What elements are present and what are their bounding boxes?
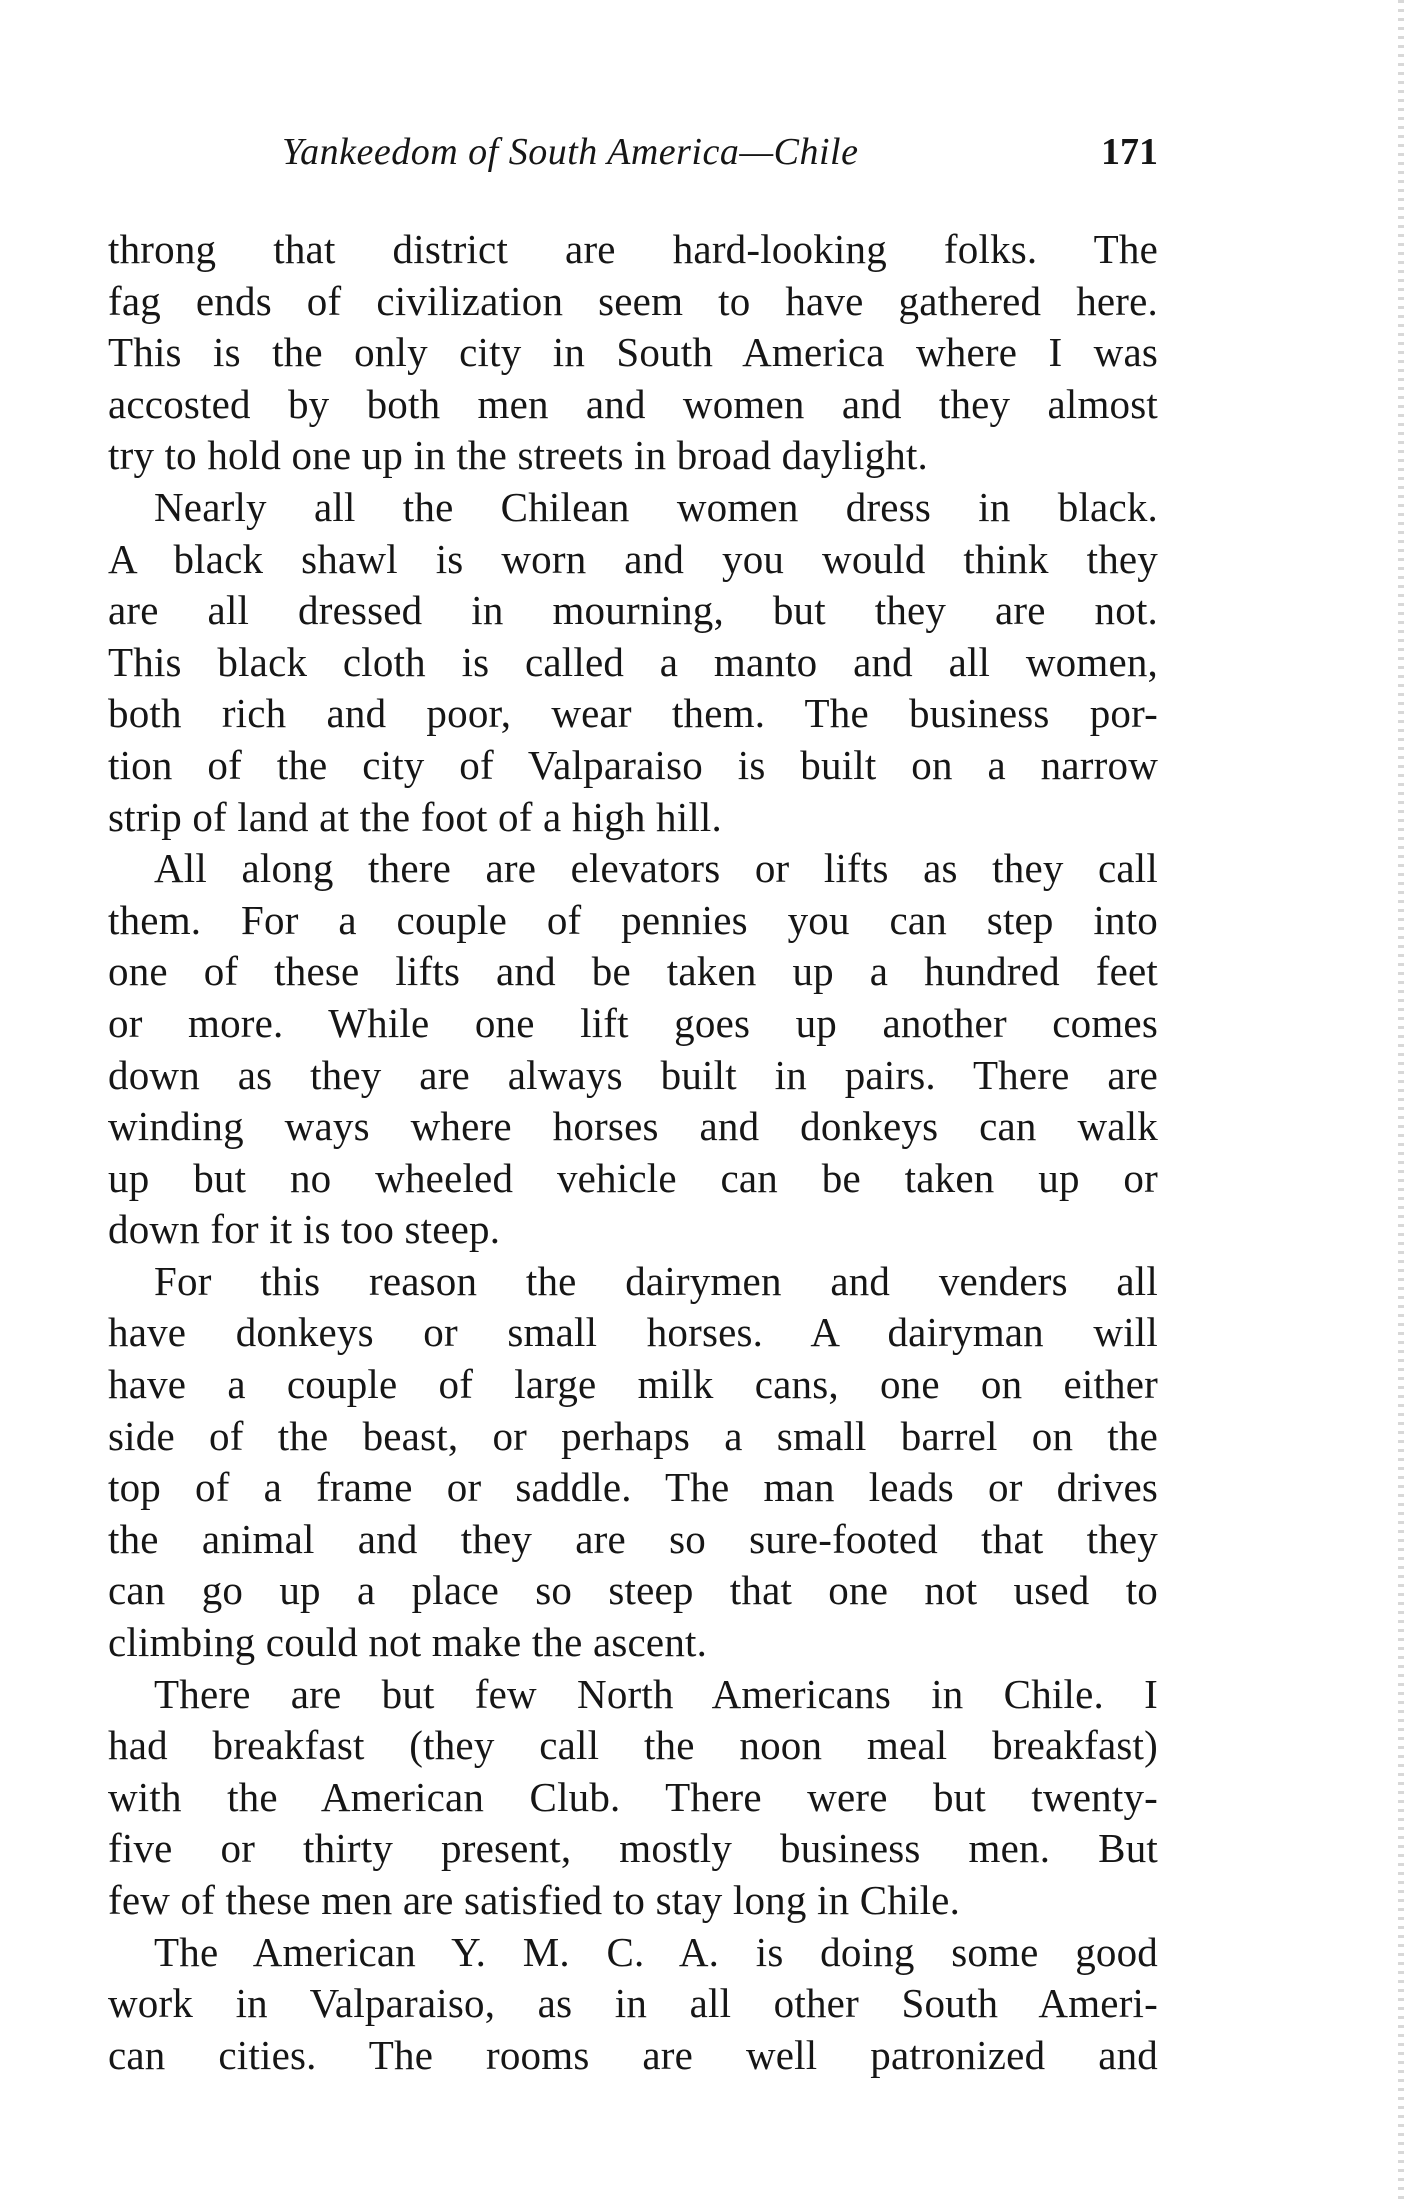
text-line: have donkeys or small horses. A dairyman will [108, 1309, 1158, 1356]
text-line: with the American Club. There were but twenty- [108, 1773, 1158, 1820]
page-number: 171 [1101, 131, 1158, 173]
text-line: strip of land at the foot of a high hill. [108, 793, 722, 840]
text-line: can go up a place so steep that one not used to [108, 1567, 1158, 1614]
text-line: down as they are always built in pairs. There are [108, 1051, 1158, 1098]
text-line: have a couple of large milk cans, one on either [108, 1361, 1158, 1408]
text-line: can cities. The rooms are well patronized and [108, 2031, 1158, 2078]
text-line: one of these lifts and be taken up a hundred feet [108, 948, 1158, 995]
text-line: winding ways where horses and donkeys can walk [108, 1103, 1158, 1150]
text-line: fag ends of civilization seem to have gathered here. [108, 277, 1158, 324]
scan-edge-artifact [1398, 0, 1404, 2203]
text-line: the animal and they are so sure-footed that they [108, 1515, 1158, 1562]
text-line: top of a frame or saddle. The man leads or drives [108, 1464, 1158, 1511]
text-line: down for it is too steep. [108, 1206, 501, 1253]
text-line: try to hold one up in the streets in broad daylight. [108, 432, 929, 479]
text-line: both rich and poor, wear them. The business por- [108, 690, 1158, 737]
body-text [108, 224, 1158, 2081]
paragraph-first-line: For this reason the dairymen and venders all [154, 1257, 1158, 1304]
paragraph-first-line: Nearly all the Chilean women dress in black. [154, 483, 1158, 530]
running-title: Yankeedom of South America—Chile [282, 131, 859, 173]
text-line: or more. While one lift goes up another comes [108, 999, 1158, 1046]
text-line: throng that district are hard-looking folks. The [108, 226, 1158, 272]
paragraph-first-line: The American Y. M. C. A. is doing some good [154, 1928, 1158, 1975]
running-head [108, 126, 1158, 178]
text-line: tion of the city of Valparaiso is built on a narrow [108, 741, 1158, 788]
text-line: A black shawl is worn and you would think they [108, 535, 1158, 582]
text-line: five or thirty present, mostly business men. But [108, 1825, 1158, 1872]
text-line: had breakfast (they call the noon meal breakfast) [108, 1722, 1158, 1769]
text-line: This is the only city in South America where I was [108, 329, 1158, 376]
text-line: are all dressed in mourning, but they are not. [108, 587, 1158, 634]
text-line: accosted by both men and women and they almost [108, 380, 1158, 427]
text-line: side of the beast, or perhaps a small barrel on the [108, 1412, 1158, 1459]
text-line: up but no wheeled vehicle can be taken up or [108, 1154, 1158, 1201]
text-line: This black cloth is called a manto and all women, [108, 638, 1158, 685]
text-line: work in Valparaiso, as in all other South Ameri- [108, 1980, 1158, 2027]
text-line: few of these men are satisfied to stay long in Chile. [108, 1877, 961, 1923]
paragraph-first-line: There are but few North Americans in Chile. I [154, 1670, 1158, 1717]
text-line: them. For a couple of pennies you can step into [108, 896, 1158, 943]
paragraph-first-line: All along there are elevators or lifts as they call [154, 845, 1158, 892]
text-line: climbing could not make the ascent. [108, 1619, 708, 1666]
